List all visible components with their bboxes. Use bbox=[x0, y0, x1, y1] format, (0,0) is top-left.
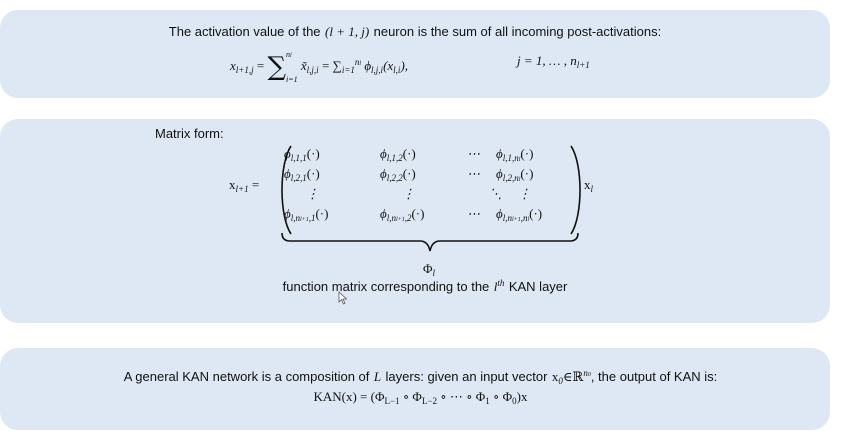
caption-text-after: KAN layer bbox=[508, 279, 568, 294]
matrix-cell: ⋮ bbox=[402, 186, 415, 201]
activation-equation bbox=[230, 50, 408, 84]
activation-text-before: The activation value of the bbox=[168, 24, 321, 39]
matrix-cell: ⋮ bbox=[306, 186, 319, 201]
composition-text-middle: layers: given an input vector bbox=[385, 369, 548, 384]
composition-text-after: , the output of KAN is: bbox=[590, 369, 718, 384]
mouse-cursor-icon bbox=[338, 291, 348, 305]
brace-label: $\Phi_l$ bbox=[423, 261, 436, 278]
eq-sum2: $\sum_{i=1}^{nl}$ bbox=[332, 56, 362, 75]
activation-description bbox=[0, 23, 830, 41]
composition-text-before: A general KAN network is a composition of bbox=[123, 369, 370, 384]
underbrace bbox=[280, 231, 580, 255]
input-vector: $x_0\in ℝ^{n0}$ bbox=[551, 368, 591, 386]
matrix-cell: ⋯ bbox=[467, 206, 480, 221]
matrix-cell: $\phi_{l,2,nl}(\cdot)$ bbox=[496, 166, 534, 183]
layer-count: L bbox=[373, 369, 382, 384]
matrix-cell: ⋯ bbox=[467, 146, 480, 161]
matrix-cell: $\phi_{l,nl+1,2}(\cdot)$ bbox=[380, 206, 425, 223]
sum-symbol: ∑ bbox=[267, 51, 287, 82]
matrix-cell: $\phi_{l,2,1}(\cdot)$ bbox=[284, 166, 320, 183]
composition-description bbox=[0, 368, 841, 386]
activation-text-after: neuron is the sum of all incoming post-activations: bbox=[373, 24, 662, 39]
sum-limits: nl i=1 bbox=[286, 50, 298, 84]
matrix-cell: $\phi_{l,2,2}(\cdot)$ bbox=[380, 166, 416, 183]
eq-lhs: $x_{l+1,j}$ bbox=[230, 57, 254, 75]
eq-equals: = bbox=[256, 57, 265, 73]
matrix-cell: ⋱ bbox=[489, 186, 502, 201]
matrix-cell: ⋮ bbox=[518, 186, 531, 201]
eq-phi: $\phi_{l,j,i}$ bbox=[364, 57, 384, 75]
matrix-form-panel bbox=[0, 119, 830, 323]
matrix-cell: $\phi_{l,1,nl}(\cdot)$ bbox=[496, 146, 534, 163]
matrix-caption: function matrix corresponding to the $l^{th}$ KAN layer bbox=[282, 278, 568, 294]
kan-composition-panel bbox=[0, 348, 830, 430]
index-range: j = 1, … , $n_{l+1}$ bbox=[517, 53, 590, 70]
caption-text-before: function matrix corresponding to the bbox=[282, 279, 490, 294]
eq-equals-2: = bbox=[321, 57, 330, 73]
matrix-cell: $\phi_{l,nl+1,nl}(\cdot)$ bbox=[496, 206, 543, 223]
matrix-cell: $\phi_{l,nl+1,1}(\cdot)$ bbox=[284, 206, 329, 223]
matrix-rhs: $x_l$ bbox=[584, 177, 594, 194]
matrix-cell: ⋯ bbox=[467, 166, 480, 181]
kan-equation: $KAN(x) = (\Phi_{L-1}$ ∘ $\Phi_{L-2}$ ∘ ⋯ ∘ $\Phi_1$ ∘ $\Phi_0)x$ bbox=[313, 389, 528, 406]
matrix-form-label: Matrix form: bbox=[155, 126, 224, 141]
eq-arg: $(x_{l,i})$, bbox=[383, 57, 409, 75]
matrix-cell: $\phi_{l,1,2}(\cdot)$ bbox=[380, 146, 416, 163]
function-matrix bbox=[284, 146, 580, 230]
matrix-lhs: $x_{l+1}$ = bbox=[229, 177, 260, 194]
neuron-index: (l + 1, j) bbox=[325, 24, 370, 39]
eq-term1: $x̃_{l,j,i}$ bbox=[300, 57, 319, 75]
matrix-cell: $\phi_{l,1,1}(\cdot)$ bbox=[284, 146, 320, 163]
activation-sum-panel bbox=[0, 10, 830, 98]
